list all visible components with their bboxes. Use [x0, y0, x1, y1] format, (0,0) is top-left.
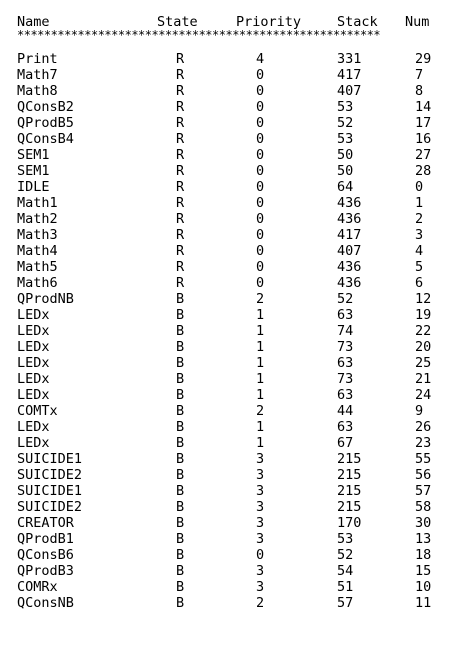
cell-priority: 2	[256, 595, 265, 611]
cell-stack: 50	[337, 163, 354, 179]
cell-priority: 3	[256, 451, 265, 467]
cell-num: 25	[415, 355, 432, 371]
cell-name: QConsB4	[17, 131, 74, 147]
cell-state: B	[176, 339, 185, 355]
cell-num: 21	[415, 371, 432, 387]
cell-priority: 1	[256, 371, 265, 387]
cell-priority: 0	[256, 547, 265, 563]
cell-state: R	[176, 275, 185, 291]
cell-stack: 73	[337, 371, 354, 387]
cell-priority: 3	[256, 467, 265, 483]
cell-state: R	[176, 179, 185, 195]
table-header	[0, 14, 462, 30]
cell-stack: 436	[337, 195, 362, 211]
cell-stack: 67	[337, 435, 354, 451]
cell-name: LEDx	[17, 339, 50, 355]
cell-name: SUICIDE2	[17, 467, 83, 483]
cell-name: SUICIDE1	[17, 451, 83, 467]
cell-name: QProdNB	[17, 291, 74, 307]
cell-priority: 1	[256, 355, 265, 371]
cell-name: Math3	[17, 227, 58, 243]
cell-name: Math5	[17, 259, 58, 275]
cell-priority: 3	[256, 579, 265, 595]
cell-stack: 53	[337, 531, 354, 547]
cell-name: Math8	[17, 83, 58, 99]
header-separator: ******************************************************	[17, 29, 381, 41]
cell-stack: 51	[337, 579, 354, 595]
cell-num: 17	[415, 115, 432, 131]
cell-name: LEDx	[17, 419, 50, 435]
header-priority: Priority	[236, 14, 302, 30]
cell-stack: 57	[337, 595, 354, 611]
header-num: Num	[405, 14, 430, 30]
cell-name: QConsB6	[17, 547, 74, 563]
cell-state: B	[176, 387, 185, 403]
cell-priority: 0	[256, 243, 265, 259]
cell-state: B	[176, 451, 185, 467]
cell-priority: 1	[256, 339, 265, 355]
cell-stack: 52	[337, 115, 354, 131]
cell-name: IDLE	[17, 179, 50, 195]
cell-num: 8	[415, 83, 424, 99]
cell-state: B	[176, 515, 185, 531]
cell-priority: 1	[256, 419, 265, 435]
cell-stack: 74	[337, 323, 354, 339]
cell-stack: 331	[337, 51, 362, 67]
cell-num: 13	[415, 531, 432, 547]
cell-priority: 0	[256, 163, 265, 179]
cell-name: LEDx	[17, 387, 50, 403]
cell-num: 14	[415, 99, 432, 115]
cell-stack: 436	[337, 275, 362, 291]
cell-state: B	[176, 563, 185, 579]
cell-stack: 64	[337, 179, 354, 195]
cell-name: LEDx	[17, 355, 50, 371]
cell-num: 55	[415, 451, 432, 467]
cell-stack: 53	[337, 131, 354, 147]
cell-stack: 52	[337, 547, 354, 563]
header-state: State	[157, 14, 198, 30]
cell-state: R	[176, 131, 185, 147]
cell-stack: 73	[337, 339, 354, 355]
cell-priority: 2	[256, 403, 265, 419]
cell-num: 2	[415, 211, 424, 227]
header-stack: Stack	[337, 14, 378, 30]
cell-state: B	[176, 403, 185, 419]
cell-state: R	[176, 211, 185, 227]
cell-name: Math2	[17, 211, 58, 227]
cell-state: B	[176, 531, 185, 547]
cell-priority: 0	[256, 211, 265, 227]
cell-stack: 50	[337, 147, 354, 163]
cell-stack: 53	[337, 99, 354, 115]
cell-name: LEDx	[17, 435, 50, 451]
cell-num: 9	[415, 403, 424, 419]
cell-priority: 0	[256, 147, 265, 163]
cell-num: 22	[415, 323, 432, 339]
cell-state: B	[176, 579, 185, 595]
cell-stack: 44	[337, 403, 354, 419]
cell-stack: 215	[337, 451, 362, 467]
cell-num: 0	[415, 179, 424, 195]
cell-name: SUICIDE2	[17, 499, 83, 515]
header-name: Name	[17, 14, 50, 30]
cell-priority: 1	[256, 307, 265, 323]
cell-name: COMTx	[17, 403, 58, 419]
cell-num: 29	[415, 51, 432, 67]
cell-num: 20	[415, 339, 432, 355]
cell-stack: 63	[337, 419, 354, 435]
cell-num: 11	[415, 595, 432, 611]
cell-stack: 436	[337, 259, 362, 275]
cell-name: QProdB3	[17, 563, 74, 579]
cell-state: B	[176, 435, 185, 451]
cell-priority: 0	[256, 99, 265, 115]
cell-num: 1	[415, 195, 424, 211]
cell-priority: 1	[256, 435, 265, 451]
cell-num: 23	[415, 435, 432, 451]
cell-stack: 52	[337, 291, 354, 307]
cell-name: Math4	[17, 243, 58, 259]
cell-name: LEDx	[17, 371, 50, 387]
cell-name: SEM1	[17, 147, 50, 163]
cell-state: R	[176, 99, 185, 115]
cell-state: R	[176, 83, 185, 99]
cell-name: LEDx	[17, 307, 50, 323]
cell-num: 19	[415, 307, 432, 323]
cell-state: B	[176, 371, 185, 387]
cell-num: 5	[415, 259, 424, 275]
cell-name: Print	[17, 51, 58, 67]
cell-state: B	[176, 355, 185, 371]
cell-priority: 3	[256, 499, 265, 515]
cell-stack: 63	[337, 387, 354, 403]
cell-state: R	[176, 115, 185, 131]
cell-num: 16	[415, 131, 432, 147]
cell-num: 24	[415, 387, 432, 403]
cell-stack: 417	[337, 227, 362, 243]
cell-stack: 436	[337, 211, 362, 227]
cell-state: R	[176, 195, 185, 211]
cell-name: QConsNB	[17, 595, 74, 611]
cell-state: R	[176, 147, 185, 163]
cell-state: B	[176, 419, 185, 435]
cell-stack: 215	[337, 483, 362, 499]
cell-num: 30	[415, 515, 432, 531]
cell-priority: 0	[256, 227, 265, 243]
cell-priority: 0	[256, 67, 265, 83]
cell-num: 4	[415, 243, 424, 259]
cell-name: SUICIDE1	[17, 483, 83, 499]
cell-priority: 4	[256, 51, 265, 67]
cell-state: B	[176, 547, 185, 563]
cell-name: CREATOR	[17, 515, 74, 531]
cell-num: 10	[415, 579, 432, 595]
cell-priority: 3	[256, 483, 265, 499]
cell-state: R	[176, 227, 185, 243]
cell-name: QProdB1	[17, 531, 74, 547]
cell-priority: 0	[256, 83, 265, 99]
cell-state: B	[176, 595, 185, 611]
cell-priority: 1	[256, 387, 265, 403]
cell-state: B	[176, 323, 185, 339]
cell-num: 28	[415, 163, 432, 179]
cell-num: 57	[415, 483, 432, 499]
cell-state: B	[176, 307, 185, 323]
cell-stack: 407	[337, 83, 362, 99]
cell-name: QConsB2	[17, 99, 74, 115]
cell-priority: 0	[256, 275, 265, 291]
cell-num: 12	[415, 291, 432, 307]
cell-num: 7	[415, 67, 424, 83]
cell-state: R	[176, 163, 185, 179]
cell-state: B	[176, 291, 185, 307]
cell-name: Math1	[17, 195, 58, 211]
cell-num: 3	[415, 227, 424, 243]
cell-name: QProdB5	[17, 115, 74, 131]
cell-stack: 170	[337, 515, 362, 531]
cell-priority: 3	[256, 563, 265, 579]
cell-priority: 0	[256, 259, 265, 275]
cell-state: R	[176, 51, 185, 67]
cell-state: R	[176, 259, 185, 275]
cell-name: SEM1	[17, 163, 50, 179]
cell-priority: 0	[256, 195, 265, 211]
cell-priority: 3	[256, 515, 265, 531]
cell-stack: 63	[337, 307, 354, 323]
cell-num: 27	[415, 147, 432, 163]
cell-state: R	[176, 243, 185, 259]
cell-state: B	[176, 499, 185, 515]
cell-priority: 0	[256, 179, 265, 195]
cell-name: COMRx	[17, 579, 58, 595]
cell-num: 6	[415, 275, 424, 291]
cell-state: B	[176, 467, 185, 483]
cell-num: 15	[415, 563, 432, 579]
cell-num: 26	[415, 419, 432, 435]
cell-name: LEDx	[17, 323, 50, 339]
cell-num: 56	[415, 467, 432, 483]
cell-priority: 1	[256, 323, 265, 339]
cell-name: Math6	[17, 275, 58, 291]
cell-name: Math7	[17, 67, 58, 83]
cell-priority: 0	[256, 131, 265, 147]
cell-stack: 215	[337, 499, 362, 515]
cell-stack: 215	[337, 467, 362, 483]
cell-stack: 63	[337, 355, 354, 371]
cell-stack: 54	[337, 563, 354, 579]
cell-stack: 407	[337, 243, 362, 259]
cell-priority: 3	[256, 531, 265, 547]
cell-stack: 417	[337, 67, 362, 83]
cell-state: R	[176, 67, 185, 83]
cell-num: 18	[415, 547, 432, 563]
cell-state: B	[176, 483, 185, 499]
cell-priority: 2	[256, 291, 265, 307]
cell-priority: 0	[256, 115, 265, 131]
cell-num: 58	[415, 499, 432, 515]
